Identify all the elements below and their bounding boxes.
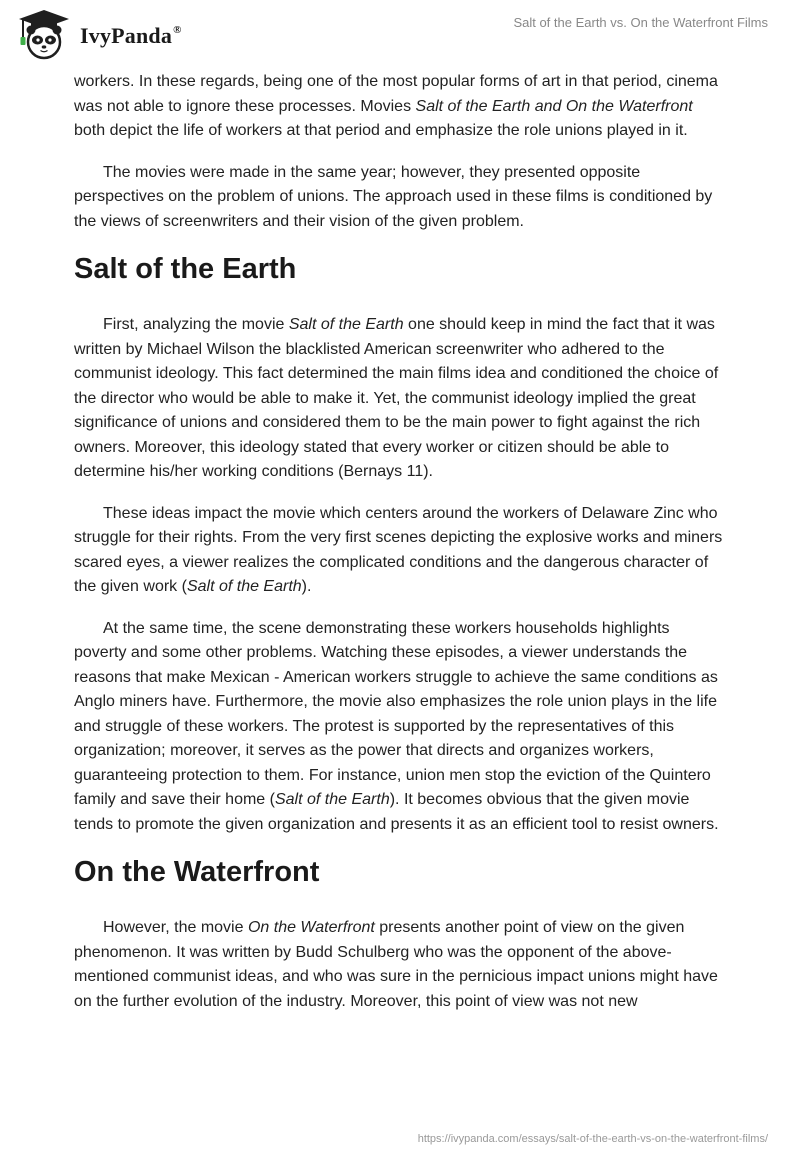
section-heading-on-the-waterfront: On the Waterfront	[74, 856, 320, 888]
document-title: Salt of the Earth vs. On the Waterfront Films	[513, 15, 768, 30]
paragraph-intro-continued: workers. In these regards, being one of the most popular forms of art in that period, cinema was not able to ignore these processes. Movies Salt of the Earth and On the Waterfront both depict the life of workers at that period and emphasize the role unions played in it.	[74, 73, 718, 139]
section-heading-salt-of-the-earth: Salt of the Earth	[74, 253, 297, 285]
brand-name: IvyPanda®	[80, 23, 182, 48]
page-header	[0, 0, 800, 70]
paragraph-michael-wilson: First, analyzing the movie Salt of the Earth one should keep in mind the fact that it was written by Michael Wilson the blacklisted American screenwriter who adhered to the communist ideology. This fact determined the main films idea and conditioned the choice of the director who would be able to make it. Yet, the communist ideology implied the great significance of unions and considered them to be the main power to fight against the rich owners. Moreover, this ideology stated that every worker or citizen should be able to determine his/her working conditions (Bernays 11).	[74, 316, 719, 480]
paragraph-households: At the same time, the scene demonstrating these workers households highlights poverty and some other problems. Watching these episodes, a viewer understands the reasons that make Mexican - American workers struggle to achieve the same conditions as Anglo miners have. Furthermore, the movie also emphasizes the role union plays in the life and struggle of these workers. The protest is supported by the representatives of this organization; moreover, it serves as the power that directs and organizes workers, guaranteeing protection to them. For instance, union men stop the eviction of the Quintero family and save their home (Salt of the Earth). It becomes obvious that the given movie tends to promote the given organization and presents it as an efficient tool to resist owners.	[74, 619, 719, 833]
paragraph-delaware-zinc: These ideas impact the movie which centers around the workers of Delaware Zinc who struggle for their rights. From the very first scenes depicting the explosive works and miners scared eyes, a viewer realizes the complicated conditions and the dangerous character of the given work (Salt of the Earth).	[74, 504, 723, 595]
essay-body	[74, 70, 726, 1031]
panda-graduate-icon	[14, 8, 74, 60]
source-url[interactable]: https://ivypanda.com/essays/salt-of-the-earth-vs-on-the-waterfront-films/	[417, 1133, 768, 1145]
ivypanda-logo[interactable]	[14, 8, 182, 60]
paragraph-opposite-perspectives: The movies were made in the same year; however, they presented opposite perspectives on the problem of unions. The approach used in these films is conditioned by the views of screenwriters and their vision of the given problem.	[74, 163, 713, 230]
paragraph-budd-schulberg: However, the movie On the Waterfront presents another point of view on the given phenomenon. It was written by Budd Schulberg who was the opponent of the above-mentioned communist ideas, and who was sure in the pernicious impact unions might have on the further evolution of the industry. Moreover, this point of view was not new	[74, 919, 718, 1010]
